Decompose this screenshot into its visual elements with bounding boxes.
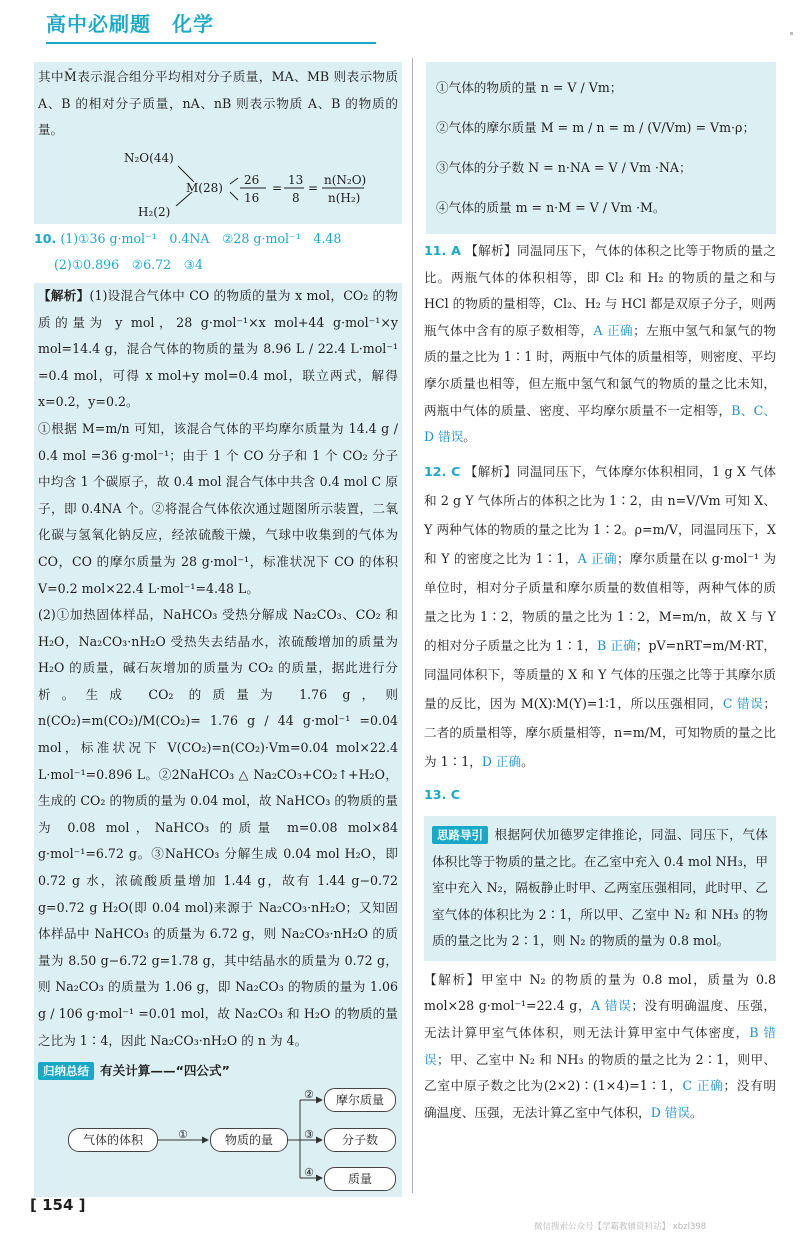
question-13-analysis: 【解析】甲室中 N₂ 的物质的量为 0.8 mol，质量为 0.8 mol×28 g·mol⁻¹=22.4 g，A 错误；没有明确温度、压强，无法计算甲室气体体积，则无法计算甲室中气体密度，B 错误；甲、乙室中 N₂ 和 NH₃ 的物质的量之比为 2∶1，则甲、乙室中原子数之比为(2×2)∶(1×4)=1∶1，C 正确；没有明确温度、压强，无法计算乙室中气体积，D 错误。: [424, 971, 777, 1120]
q10-analysis-p2: ①根据 M=m/n 可知，该混合气体的平均摩尔质量为 14.4 g / 0.4 mol =36 g·mol⁻¹；由于 1 个 CO 分子和 1 个 CO₂ 分子中均含 1 个碳原子，故 0.4 mol 混合气体中共含 0.4 mol C 原子，即 0.4NA 个。②将混合气体依次通过题图所示装置，二氧化碳与氢氧化钠反应，经浓硫酸干燥，气球中收集到的气体为 CO，CO 的摩尔质量为 28 g·mol⁻¹，标准状况下 CO 的体积 V=0.2 mol×22.4 L·mol⁻¹=4.48 L。: [38, 420, 398, 596]
corner-mark: [790, 32, 793, 35]
guide-tag: 思路导引: [432, 826, 488, 844]
summary-box: [34, 1054, 402, 1197]
flow-step-4: ④: [304, 1166, 314, 1180]
q10-analysis-p3: (2)①加热固体样品，NaHCO₃ 受热分解成 Na₂CO₃、CO₂ 和 H₂O，Na₂CO₃·nH₂O 受热失去结晶水，浓硫酸增加的质量为 H₂O 的质量，碱石灰增加的质量为 CO₂ 的质量，据此进行分析。生成 CO₂ 的质量为 1.76 g，则 n(CO₂)=m(CO₂)/M(CO₂)= 1.76 g / 44 g·mol⁻¹ =0.04 mol，标准状况下 V(CO₂)=n(CO₂)·Vm=0.04 mol×22.4 L·mol⁻¹=0.896 L。②2NaHCO₃ △ Na₂CO₃+CO₂↑+H₂O，生成的 CO₂ 的物质的量为 0.04 mol，故 NaHCO₃ 的物质的量为 0.08 mol，NaHCO₃ 的质量 m=0.08 mol×84 g·mol⁻¹=6.72 g。③NaHCO₃ 分解生成 0.04 mol H₂O，即 0.72 g 水，浓硫酸质量增加 1.44 g，故有 1.44 g−0.72 g=0.72 g H₂O(即 0.04 mol)来源于 Na₂CO₃·nH₂O；又知固体样品中 NaHCO₃ 的质量为 6.72 g，则 Na₂CO₃·nH₂O 的质量为 8.50 g−6.72 g=1.78 g，其中结晶水的质量为 0.72 g，则 Na₂CO₃ 的质量为 1.06 g，即 Na₂CO₃ 的物质的量为 1.06 g / 106 g·mol⁻¹ =0.01 mol，故 Na₂CO₃ 和 H₂O 的物质的量之比为 1∶4，因此 Na₂CO₃·nH₂O 的 n 为 4。: [38, 607, 398, 1048]
node-amount-of-substance: 物质的量: [210, 1128, 288, 1152]
question-10-analysis: [34, 283, 402, 1054]
left-column: [34, 62, 402, 1197]
flow-step-2: ②: [304, 1088, 314, 1102]
summary-heading: [38, 1058, 398, 1080]
right-column: [424, 62, 776, 1126]
node-mass: 质量: [324, 1167, 396, 1191]
question-10-number: 10.: [34, 230, 57, 246]
four-formula-diagram: [38, 1082, 398, 1197]
question-12: 12. C 【解析】同温同压下，气体摩尔体积相同，1 g X 气体和 2 g Y 气体所占的体积之比为 1∶2，由 n=V/Vm 可知 X、Y 两种气体的物质的量之比为 1∶2。ρ=m/V，同温同压下，X 和 Y 的密度之比为 1∶1，A 正确；摩尔质量在以 g·mol⁻¹ 为单位时，相对分子质量和摩尔质量的数值相等，两种气体的质量之比为 1∶2，物质的量之比为 1∶2，M=m/n，故 X 与 Y 的相对分子质量之比为 1∶1，B 正确；pV=nRT=m/M·RT，同温同体积下，等质量的 X 和 Y 气体的压强之比等于其摩尔质量的反比，因为 M(X)∶M(Y)=1∶1，所以压强相同，C 错误；二者的质量相等，摩尔质量相等，n=m/M，可知物质的量之比为 1∶1，D 正确。: [424, 463, 777, 769]
scheme-n2o: N₂O(44): [124, 150, 174, 165]
watermark-text: 微信搜索公众号【学霸教辅资料站】 xbzl398: [534, 1222, 707, 1232]
formula-molecule-count: ③气体的分子数 N = n·NA = V / Vm ·NA；: [436, 160, 692, 175]
question-11: 11. A 【解析】同温同压下，气体的体积之比等于物质的量之比。两瓶气体的体积相等，即 Cl₂ 和 H₂ 的物质的量之和与 HCl 的物质的量相等，Cl₂、H₂ 与 HCl 都是双原子分子，则两瓶气体中含有的原子数相等，A 正确；左瓶中氢气和氯气的物质的量之比为 1∶1 时，两瓶中气体的质量相等，则密度、平均摩尔质量也相等，但左瓶中氢气和氯气的物质的量之比未知，两瓶中气体的质量、密度、平均摩尔质量不一定相等，B、C、D 错误。: [424, 243, 777, 445]
question-11-number: 11. A: [424, 243, 461, 258]
node-gas-volume: 气体的体积: [68, 1128, 158, 1152]
analysis-label: 【解析】: [38, 287, 90, 303]
q10-answer-line2: (2)①0.896 ②6.72 ③4: [54, 257, 204, 273]
scheme-ratio-top: 13: [288, 172, 304, 187]
question-13-number: 13. C: [424, 786, 460, 802]
scheme-mixture: M(28): [186, 180, 223, 195]
intro-paragraph: 其中M̄表示混合组分平均相对分子质量，MA、MB 则表示物质 A、B 的相对分子质量，nA、nB 则表示物质 A、B 的物质的量。: [34, 62, 402, 146]
solution-guide-box: [424, 816, 776, 961]
book-title: 高中必刷题 化学: [46, 12, 214, 36]
scheme-n-h2: n(H₂): [328, 190, 361, 205]
header-rule: [46, 42, 376, 44]
column-divider: [412, 58, 413, 1193]
formula-box: [426, 62, 776, 234]
flow-step-3: ③: [304, 1128, 314, 1142]
node-molar-mass: 摩尔质量: [324, 1088, 396, 1112]
page-header: [46, 8, 214, 42]
guide-text: 根据阿伏加德罗定律推论，同温、同压下，气体体积比等于物质的量之比。在乙室中充入 0.4 mol NH₃，甲室中充入 N₂，隔板静止时甲、乙两室压强相同，此时甲、乙室气体的体积比为 2∶1，所以甲、乙室中 N₂ 和 NH₃ 的物质的量之比为 2∶1，则 N₂ 的物质的量为 0.8 mol。: [432, 827, 768, 949]
page-number: [ 154 ]: [30, 1196, 86, 1214]
node-molecule-count: 分子数: [324, 1128, 396, 1152]
scheme-eq2: =: [308, 180, 319, 195]
scheme-ratio-bottom: 8: [292, 190, 300, 205]
summary-title: 有关计算——“四公式”: [100, 1063, 230, 1079]
question-12-number: 12. C: [424, 463, 461, 479]
flow-step-1: ①: [178, 1128, 188, 1142]
scheme-diff-bottom: 16: [244, 190, 260, 205]
cross-method-scheme: [34, 146, 402, 224]
scheme-eq1: =: [272, 180, 283, 195]
question-13: [424, 782, 776, 1127]
formula-molar-mass: ②气体的摩尔质量 M = m / n = m / (V/Vm) = Vm·ρ；: [436, 120, 756, 135]
question-10-answer: [34, 226, 402, 279]
scheme-h2: H₂(2): [138, 204, 171, 219]
scheme-n-n2o: n(N₂O): [324, 172, 367, 187]
formula-amount: ①气体的物质的量 n = V / Vm；: [436, 80, 623, 95]
scheme-diff-top: 26: [244, 172, 260, 187]
q10-analysis-p1: (1)设混合气体中 CO 的物质的量为 x mol，CO₂ 的物质的量为 y mol，28 g·mol⁻¹×x mol+44 g·mol⁻¹×y mol=14.4 g，混合气体的物质的量为 8.96 L / 22.4 L·mol⁻¹ =0.4 mol，可得 x mol+y mol=0.4 mol，联立两式，解得 x=0.2，y=0.2。: [38, 287, 399, 410]
formula-mass: ④气体的质量 m = n·M = V / Vm ·M。: [436, 200, 666, 215]
summary-tag: 归纳总结: [38, 1062, 94, 1080]
q10-answer-line1: (1)①36 g·mol⁻¹ 0.4NA ②28 g·mol⁻¹ 4.48: [60, 230, 342, 246]
